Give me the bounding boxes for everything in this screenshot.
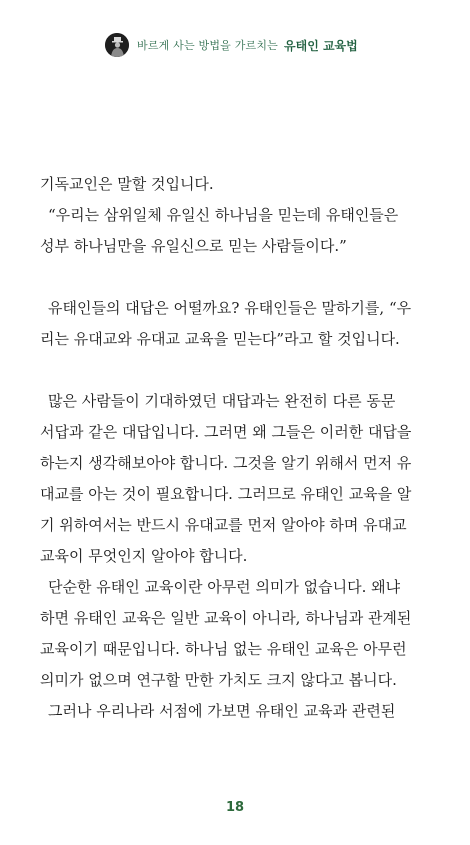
text-line: 그러나 우리나라 서점에 가보면 유태인 교육과 관련된 [48,702,396,720]
text-line: 기 위하여서는 반드시 유대교를 먼저 알아야 하며 유대교 [40,516,407,534]
text-line: “우리는 삼위일체 유일신 하나님을 믿는데 유태인들은 [48,206,399,224]
book-title: 유태인 교육법 [284,38,358,53]
text-line: 의미가 없으며 연구할 만한 가치도 크지 않다고 봅니다. [40,671,397,689]
page-header [105,32,358,58]
page-number: 18 [225,800,245,815]
text-line: 유태인들의 대답은 어떨까요? 유태인들은 말하기를, “우 [48,299,412,317]
text-line: 대교를 아는 것이 필요합니다. 그러므로 유태인 교육을 알 [40,485,412,503]
text-line: 성부 하나님만을 유일신으로 믿는 사람들이다.” [40,237,347,255]
text-line: 교육이기 때문입니다. 하나님 없는 유태인 교육은 아무런 [40,640,407,658]
man-in-hat-icon [105,33,129,57]
text-line: 많은 사람들이 기대하였던 대답과는 완전히 다른 동문 [48,392,396,410]
text-line: 서답과 같은 대답입니다. 그러면 왜 그들은 이러한 대답을 [40,423,412,441]
text-line: 단순한 유태인 교육이란 아무런 의미가 없습니다. 왜냐 [48,578,401,596]
text-line: 하는지 생각해보아야 합니다. 그것을 알기 위해서 먼저 유 [40,454,412,472]
header-subtitle: 바르게 사는 방법을 가르치는 [137,39,279,52]
text-line: 리는 유대교와 유대교 교육을 믿는다”라고 할 것입니다. [40,330,400,348]
paragraph-3 [40,386,460,727]
text-line: 하면 유태인 교육은 일반 교육이 아니라, 하나님과 관계된 [40,609,412,627]
text-line: 기독교인은 말할 것입니다. [40,175,214,193]
paragraph-2 [40,293,460,355]
text-line: 교육이 무엇인지 알아야 합니다. [40,547,248,565]
paragraph-1 [40,169,460,262]
